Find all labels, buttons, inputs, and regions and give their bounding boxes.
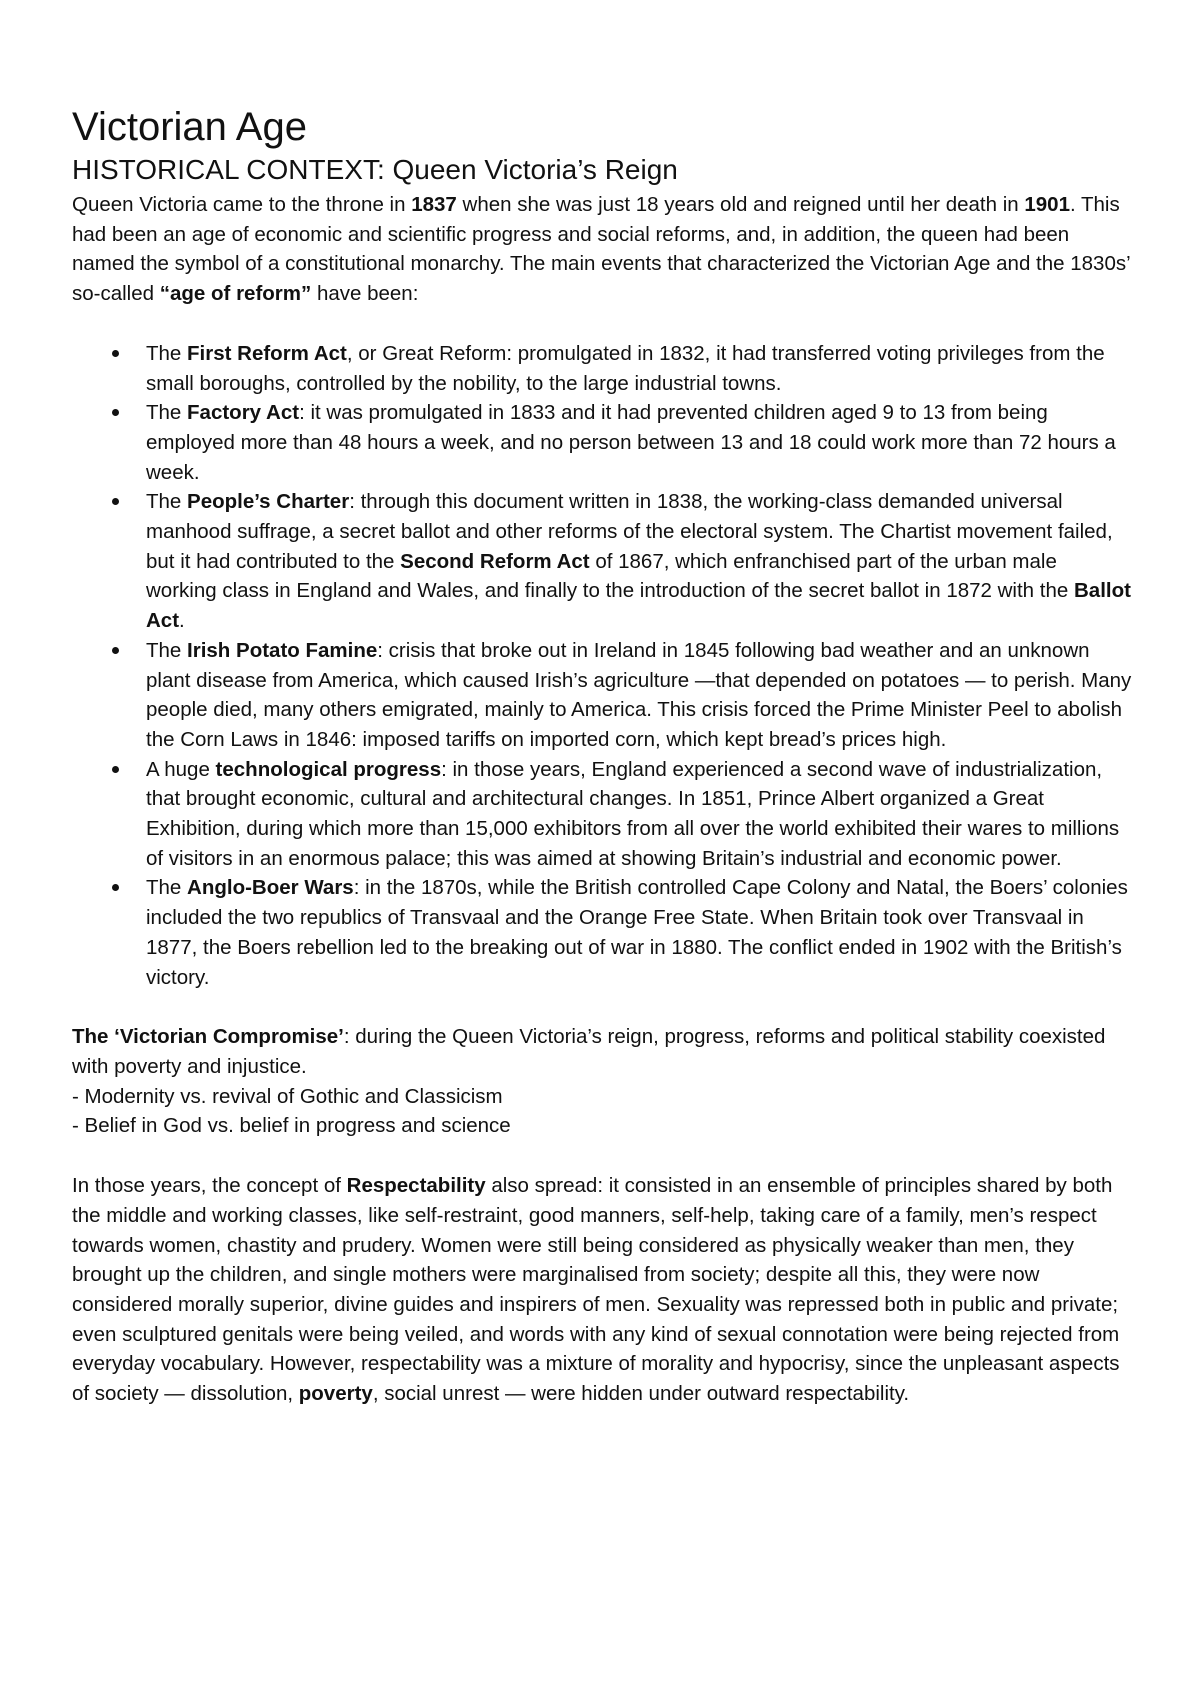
key-term: Irish Potato Famine xyxy=(187,638,378,662)
item-text: of 1867, which enfranchised part of the urban male working class in England and Wales, and finally to the introduction of the secret ballot in 1872 with the xyxy=(146,549,1074,603)
year-1901: 1901 xyxy=(1024,193,1070,216)
respectability-paragraph xyxy=(72,1171,1132,1409)
key-term: technological progress xyxy=(215,757,442,781)
document-page xyxy=(72,102,1132,1409)
item-text: : crisis that broke out in Ireland in 1845 following bad weather and an unknown plant disease from America, which caused Irish’s agriculture —that depended on potatoes — to perish. Many people died, many others emigrated, mainly to America. This crisis forced the Prime Minister Peel to abolish the Corn Laws in 1846: imposed tariffs on imported corn, which kept bread’s prices high. xyxy=(146,638,1132,751)
key-term: The ‘Victorian Compromise’ xyxy=(72,1025,344,1049)
year-1837: 1837 xyxy=(411,193,457,216)
list-item-anglo-boer-wars xyxy=(72,873,1132,992)
item-text: The xyxy=(146,638,188,662)
list-item-peoples-charter xyxy=(72,487,1132,636)
list-item-irish-potato-famine xyxy=(72,636,1132,755)
key-term: First Reform Act xyxy=(187,341,347,365)
item-text: The xyxy=(146,490,188,514)
respectability-text: also spread: it consisted in an ensemble of principles shared by both the middle and working classes, like self-restraint, good manners, self-help, taking care of a family, men’s respect towards women, chastity and prudery. Women were still being considered as physically weaker than men, they brought up the children, and single mothers were marginalised from society; despite all this, they were now considered morally superior, divine guides and inspirers of men. Sexuality was repressed both in public and private; even sculptured genitals were being veiled, and words with any kind of sexual connotation were being rejected from everyday vocabulary. However, respectability was a mixture of morality and hypocrisy, since the unpleasant aspects of society — dissolution, xyxy=(72,1174,1120,1406)
item-text: The xyxy=(146,876,188,900)
age-of-reform-term: “age of reform” xyxy=(159,282,312,306)
list-item-factory-act xyxy=(72,398,1132,487)
compromise-line-2: - Belief in God vs. belief in progress and science xyxy=(72,1114,511,1138)
intro-text: . This had been an age of economic and scientific progress and social reforms, and, in addition, the queen had been named the symbol of a constitutional monarchy. The main events that characterized the Victorian Age and the 1830s’ so-called xyxy=(72,193,1130,306)
compromise-text: : during the Queen Victoria’s reign, progress, reforms and political stability coexisted with poverty and injustice. xyxy=(72,1025,1106,1078)
spacer xyxy=(72,309,1132,339)
compromise-paragraph xyxy=(72,1022,1132,1081)
events-list xyxy=(72,339,1132,992)
item-text: : in those years, England experienced a second wave of industrialization, that brought economic, cultural and architectural changes. In 1851, Prince Albert organized a Great Exhibition, during which more than 15,000 exhibitors from all over the world exhibited their wares to millions of visitors in an enormous palace; this was aimed at showing Britain’s industrial and economic power. xyxy=(146,757,1120,870)
key-term: Factory Act xyxy=(187,401,300,425)
spacer xyxy=(72,1141,1132,1171)
item-text: : through this document written in 1838, the working-class demanded universal manhood suffrage, a secret ballot and other reforms of the electoral system. The Chartist movement failed, but it had contributed to the xyxy=(146,490,1113,573)
key-term: Anglo-Boer Wars xyxy=(187,876,354,900)
intro-text: Queen Victoria came to the throne in xyxy=(72,193,412,216)
key-term: People’s Charter xyxy=(187,490,350,514)
item-text: The xyxy=(146,401,188,425)
key-term: poverty xyxy=(298,1382,373,1406)
intro-paragraph xyxy=(72,190,1132,309)
spacer xyxy=(72,992,1132,1022)
document-title: Victorian Age xyxy=(72,105,307,149)
item-text: : in the 1870s, while the British controlled Cape Colony and Natal, the Boers’ colonies included the two republics of Transvaal and the Orange Free State. When Britain took over Transvaal in 1877, the Boers rebellion led to the breaking out of war in 1880. The conflict ended in 1902 with the British’s victory. xyxy=(146,876,1128,989)
item-text: . xyxy=(179,609,185,633)
key-term: Ballot Act xyxy=(146,579,1131,633)
section-heading: HISTORICAL CONTEXT: Queen Victoria’s Reign xyxy=(72,154,678,185)
item-text: The xyxy=(146,341,188,365)
intro-text: when she was just 18 years old and reigned until her death in xyxy=(456,193,1025,216)
key-term: Second Reform Act xyxy=(400,549,590,573)
list-item-technological-progress xyxy=(72,755,1132,874)
compromise-line-1: - Modernity vs. revival of Gothic and Classicism xyxy=(72,1084,503,1108)
item-text: A huge xyxy=(146,757,216,781)
item-text: , or Great Reform: promulgated in 1832, it had transferred voting privileges from the small boroughs, controlled by the nobility, to the large industrial towns. xyxy=(146,341,1105,395)
item-text: : it was promulgated in 1833 and it had prevented children aged 9 to 13 from being employed more than 48 hours a week, and no person between 13 and 18 could work more than 72 hours a week. xyxy=(146,401,1116,484)
key-term: Respectability xyxy=(346,1174,486,1198)
respectability-text: , social unrest — were hidden under outward respectability. xyxy=(372,1382,910,1406)
list-item-first-reform-act xyxy=(72,339,1132,398)
intro-text: have been: xyxy=(311,282,419,306)
respectability-text: In those years, the concept of xyxy=(72,1174,347,1198)
